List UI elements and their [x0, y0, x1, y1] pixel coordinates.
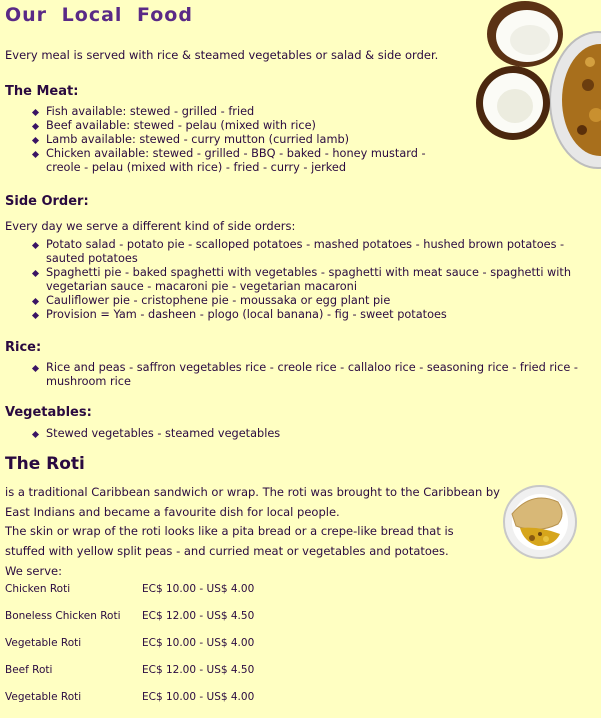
- roti-price: EC$ 12.00 - US$ 4.50: [142, 610, 255, 622]
- roti-price: EC$ 10.00 - US$ 4.00: [142, 583, 255, 595]
- list-item: Cauliflower pie - cristophene pie - moussaka or egg plant pie: [46, 294, 581, 308]
- roti-name: Beef Roti: [5, 664, 53, 676]
- page-title: Our Local Food: [5, 4, 193, 26]
- meat-list: [0, 105, 446, 175]
- list-item: Chicken available: stewed - grilled - BBQ - baked - honey mustard - creole - pelau (mixed with rice) - fried - curry - jerked: [46, 147, 446, 175]
- list-item: Rice and peas - saffron vegetables rice - creole rice - callaloo rice - seasoning rice - fried rice - mushroom rice: [46, 361, 591, 389]
- list-item: Fish available: stewed - grilled - fried: [46, 105, 446, 119]
- table-row: [5, 610, 254, 637]
- vegetables-list: [0, 427, 591, 441]
- list-item: Stewed vegetables - steamed vegetables: [46, 427, 591, 441]
- roti-heading: The Roti: [5, 454, 85, 474]
- roti-name: Vegetable Roti: [5, 637, 82, 649]
- roti-name: Chicken Roti: [5, 583, 71, 595]
- roti-plate-image: [502, 484, 578, 560]
- list-item: Provision = Yam - dasheen - plogo (local banana) - fig - sweet potatoes: [46, 308, 581, 322]
- vegetables-heading: Vegetables:: [5, 405, 92, 420]
- side-order-list: [0, 238, 581, 322]
- roti-paragraph-1: is a traditional Caribbean sandwich or wrap. The roti was brought to the Caribbean by East Indians and became a favourite dish for local people.: [5, 485, 500, 519]
- roti-price-table: [5, 583, 254, 718]
- list-item: Lamb available: stewed - curry mutton (curried lamb): [46, 133, 446, 147]
- rice-list: [0, 361, 591, 389]
- list-item: Spaghetti pie - baked spaghetti with vegetables - spaghetti with meat sauce - spaghetti with vegetarian sauce - macaroni pie - vegetarian macaroni: [46, 266, 581, 294]
- roti-price: EC$ 10.00 - US$ 4.00: [142, 691, 255, 703]
- we-serve-label: We serve:: [5, 564, 62, 578]
- list-item: Potato salad - potato pie - scalloped potatoes - mashed potatoes - hushed brown potatoes - sauted potatoes: [46, 238, 581, 266]
- side-order-heading: Side Order:: [5, 194, 89, 209]
- table-row: [5, 691, 254, 718]
- coconut-image: [470, 0, 601, 170]
- roti-paragraph-2: The skin or wrap of the roti looks like a pita bread or a crepe-like bread that is stuffed with yellow split peas - and curried meat or vegetables and potatoes.: [5, 524, 454, 558]
- roti-name: Boneless Chicken Roti: [5, 610, 121, 622]
- roti-name: Vegetable Roti: [5, 691, 82, 703]
- roti-price: EC$ 10.00 - US$ 4.00: [142, 637, 255, 649]
- side-order-description: Every day we serve a different kind of side orders:: [5, 219, 296, 233]
- meat-heading: The Meat:: [5, 84, 79, 99]
- table-row: [5, 664, 254, 691]
- table-row: [5, 583, 254, 610]
- table-row: [5, 637, 254, 664]
- list-item: Beef available: stewed - pelau (mixed with rice): [46, 119, 446, 133]
- roti-price: EC$ 12.00 - US$ 4.50: [142, 664, 255, 676]
- rice-heading: Rice:: [5, 340, 42, 355]
- intro-text: Every meal is served with rice & steamed vegetables or salad & side order.: [5, 48, 439, 62]
